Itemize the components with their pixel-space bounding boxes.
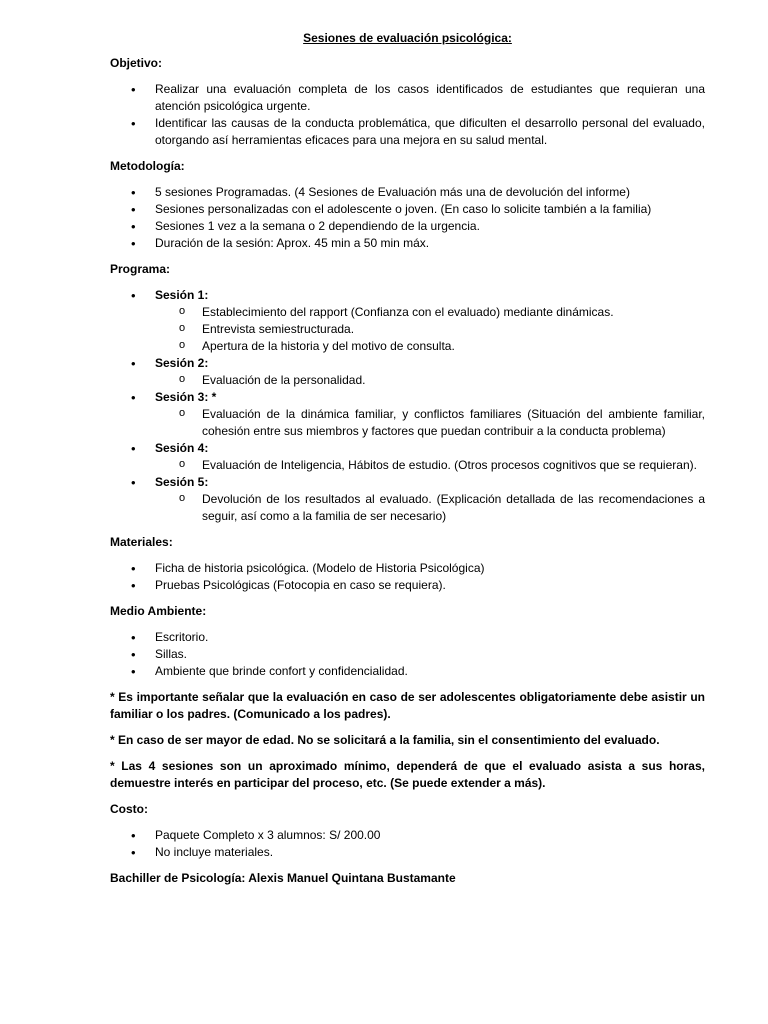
note-paragraph: * Es importante señalar que la evaluación en caso de ser adolescentes obligatoriamente debe asistir un familiar o los padres. (Comunicado a los padres). xyxy=(110,690,705,721)
metodologia-item: • 5 sesiones Programadas. (4 Sesiones de Evaluación más una de devolución del informe) xyxy=(110,184,705,201)
session-subitem: o Evaluación de Inteligencia, Hábitos de estudio. (Otros procesos cognitivos que se requieran). xyxy=(155,457,705,474)
metodologia-item: • Sesiones personalizadas con el adolescente o joven. (En caso lo solicite también a la familia) xyxy=(110,201,705,218)
document-page xyxy=(110,30,705,887)
metodologia-list xyxy=(110,184,705,252)
medio-ambiente-heading: Medio Ambiente: xyxy=(110,604,207,618)
session-subitem: o Evaluación de la personalidad. xyxy=(155,372,705,389)
medio-ambiente-item: • Escritorio. xyxy=(110,629,705,646)
materiales-item: • Pruebas Psicológicas (Fotocopia en caso se requiera). xyxy=(110,577,705,594)
materiales-item: • Ficha de historia psicológica. (Modelo de Historia Psicológica) xyxy=(110,560,705,577)
costo-item: • Paquete Completo x 3 alumnos: S/ 200.00 xyxy=(110,827,705,844)
costo-heading: Costo: xyxy=(110,802,148,816)
session-item xyxy=(110,287,705,355)
session-label: Sesión 2: xyxy=(155,356,209,370)
note-paragraph: * En caso de ser mayor de edad. No se solicitará a la familia, sin el consentimiento del evaluado. xyxy=(110,733,660,747)
session-subitem: o Establecimiento del rapport (Confianza con el evaluado) mediante dinámicas. xyxy=(155,304,705,321)
session-item xyxy=(110,355,705,389)
metodologia-heading: Metodología: xyxy=(110,159,185,173)
costo-item: • No incluye materiales. xyxy=(110,844,705,861)
objetivo-item: • Identificar las causas de la conducta problemática, que dificulten el desarrollo personal del evaluado, otorgando así herramientas eficaces para una mejora en su salud mental. xyxy=(110,115,705,149)
materiales-list xyxy=(110,560,705,594)
session-subitem: o Entrevista semiestructurada. xyxy=(155,321,705,338)
session-sublist xyxy=(155,304,705,355)
document-title: Sesiones de evaluación psicológica: xyxy=(303,31,512,45)
session-label: Sesión 1: xyxy=(155,288,209,302)
session-subitem: o Apertura de la historia y del motivo de consulta. xyxy=(155,338,705,355)
medio-ambiente-item: • Ambiente que brinde confort y confidencialidad. xyxy=(110,663,705,680)
costo-list xyxy=(110,827,705,861)
session-subitem: o Evaluación de la dinámica familiar, y conflictos familiares (Situación del ambiente familiar, cohesión entre sus miembros y factores que puedan contribuir a la conducta problema) xyxy=(155,406,705,440)
session-item xyxy=(110,440,705,474)
programa-heading: Programa: xyxy=(110,262,171,276)
metodologia-item: • Sesiones 1 vez a la semana o 2 dependiendo de la urgencia. xyxy=(110,218,705,235)
objetivo-list xyxy=(110,81,705,149)
programa-list xyxy=(110,287,705,525)
session-sublist xyxy=(155,406,705,440)
session-label: Sesión 5: xyxy=(155,475,209,489)
medio-ambiente-item: • Sillas. xyxy=(110,646,705,663)
objetivo-item: • Realizar una evaluación completa de los casos identificados de estudiantes que requieran una atención psicológica urgente. xyxy=(110,81,705,115)
session-subitem: o Devolución de los resultados al evaluado. (Explicación detallada de las recomendaciones a seguir, así como a la familia de ser necesario) xyxy=(155,491,705,525)
session-sublist xyxy=(155,491,705,525)
session-label: Sesión 4: xyxy=(155,441,209,455)
metodologia-item: • Duración de la sesión: Aprox. 45 min a 50 min máx. xyxy=(110,235,705,252)
note-paragraph: * Las 4 sesiones son un aproximado mínimo, dependerá de que el evaluado asista a sus horas, demuestre interés en participar del proceso, etc. (Se puede extender a más). xyxy=(110,759,705,790)
objetivo-heading: Objetivo: xyxy=(110,56,163,70)
session-sublist xyxy=(155,372,705,389)
session-item xyxy=(110,474,705,525)
materiales-heading: Materiales: xyxy=(110,535,173,549)
session-item xyxy=(110,389,705,440)
session-label: Sesión 3: * xyxy=(155,390,217,404)
signature-line: Bachiller de Psicología: Alexis Manuel Quintana Bustamante xyxy=(110,871,456,885)
medio-ambiente-list xyxy=(110,629,705,680)
session-sublist xyxy=(155,457,705,474)
